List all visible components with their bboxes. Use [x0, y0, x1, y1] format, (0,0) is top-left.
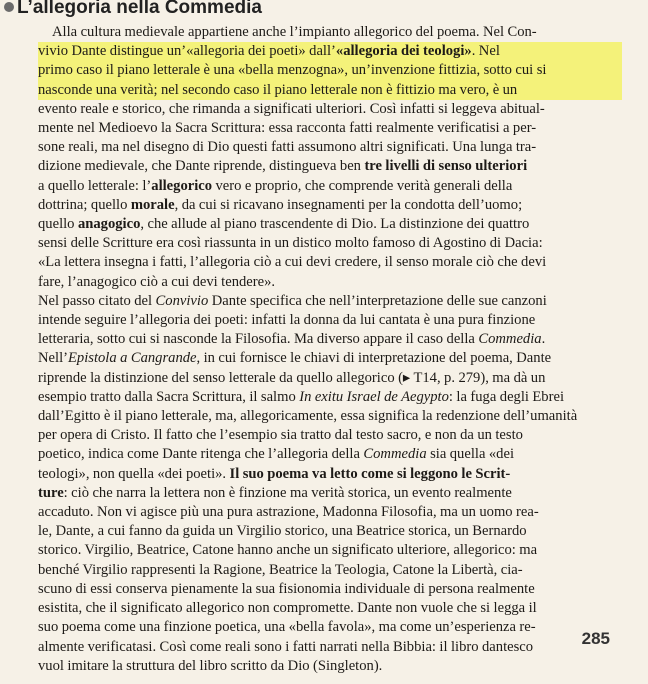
text-line: Nell’Epistola a Cangrande, in cui fornisce le chiavi di interpretazione del poema, Dante: [38, 350, 552, 367]
text-line: evento reale e storico, che rimanda a significati ulteriori. Così infatti si leggeva abitual-: [38, 100, 545, 117]
text-line: «La lettera insegna i fatti, l’allegoria ciò a cui devi credere, il senso morale ciò che devi: [38, 254, 547, 271]
section-heading: [4, 0, 262, 19]
body-text: [38, 23, 622, 676]
page-number: 285: [581, 629, 610, 648]
text-line: dizione medievale, che Dante riprende, distingueva ben tre livelli di senso ulteriori: [38, 158, 528, 175]
heading-bullet-icon: [4, 2, 14, 12]
text-line: esistita, che il significato allegorico non compromette. Dante non vuole che si legga il: [38, 600, 537, 617]
text-line: le, Dante, a cui fanno da guida un Virgilio storico, una Beatrice storica, un Bernardo: [38, 523, 527, 540]
text-line: teologi», non quella «dei poeti». Il suo poema va letto come si leggono le Scrit-: [38, 465, 511, 482]
text-line: scuno di essi conserva pienamente la sua fisionomia individuale di persona realmente: [38, 580, 535, 597]
text-line: dottrina; quello morale, da cui si ricavano insegnamenti per la condotta dell’uomo;: [38, 196, 523, 213]
text-line: vuol imitare la struttura del libro scritto da Dio (Singleton).: [38, 657, 383, 674]
text-line: letteraria, sotto cui si nasconde la Filosofia. Ma diverso appare il caso della Commedia.: [38, 331, 546, 348]
text-line-highlighted: primo caso il piano letterale è una «bella menzogna», un’invenzione fittizia, sotto cui si: [38, 61, 622, 80]
text-line: sensi delle Scritture era così riassunta in un distico molto famoso di Agostino di Dacia:: [38, 235, 543, 252]
text-line-highlighted: vivio Dante distingue un’«allegoria dei poeti» dall’«allegoria dei teologi». Nel: [38, 42, 622, 61]
text-line: quello anagogico, che allude al piano trascendente di Dio. La distinzione dei quattro: [38, 216, 530, 233]
text-line: storico. Virgilio, Beatrice, Catone hanno anche un significato ulteriore, allegorico: ma: [38, 542, 538, 559]
text-line: almente verificatasi. Così come reali sono i fatti narrati nella Bibbia: il libro dantesco: [38, 638, 534, 655]
text-line: poetico, indica come Dante ritenga che l’allegoria della Commedia sia quella «dei: [38, 446, 514, 463]
text-line: esempio tratto dalla Sacra Scrittura, il salmo In exitu Israel de Aegypto: la fuga degli Ebrei: [38, 388, 565, 405]
text-line: benché Virgilio rappresenti la Ragione, Beatrice la Teologia, Catone la Libertà, cia-: [38, 561, 523, 578]
text-line-highlighted: nasconde una verità; nel secondo caso il piano letterale non è fittizio ma vero, è un: [38, 81, 622, 100]
text-line: mente nel Medioevo la Sacra Scrittura: essa racconta fatti realmente verificatisi a per-: [38, 120, 537, 137]
text-line: intende seguire l’allegoria dei poeti: infatti la donna da lui cantata è una pura finzione: [38, 312, 536, 329]
heading-text: L’allegoria nella Commedia: [17, 0, 262, 18]
text-line: dall’Egitto è il piano letterale, ma, allegoricamente, essa significa la redenzione dell’umanità: [38, 408, 578, 425]
text-line: ture: ciò che narra la lettera non è finzione ma verità storica, un evento realmente: [38, 484, 512, 501]
text-line: fare, l’anagogico ciò a cui devi tendere».: [38, 273, 276, 290]
text-line: riprende la distinzione del senso letterale da quello allegorico (▸ T14, p. 279), ma dà un: [38, 369, 546, 386]
text-line: sone reali, ma nel disegno di Dio questi fatti assumono altri significati. Una lunga tra-: [38, 139, 537, 156]
text-line: Nel passo citato del Convivio Dante specifica che nell’interpretazione delle sue canzoni: [38, 292, 547, 309]
text-line: Alla cultura medievale appartiene anche l’impianto allegorico del poema. Nel Con-: [52, 24, 537, 40]
text-line: accaduto. Non vi agisce più una pura astrazione, Madonna Filosofia, ma un uomo rea-: [38, 504, 539, 521]
text-line: per opera di Cristo. Il fatto che l’esempio sia tratto dal testo sacro, e non da un testo: [38, 427, 523, 444]
text-line: suo poema come una finzione poetica, una «bella favola», ma come un’esperienza re-: [38, 619, 536, 636]
text-line: a quello letterale: l’allegorico vero e proprio, che comprende verità generali della: [38, 177, 513, 194]
